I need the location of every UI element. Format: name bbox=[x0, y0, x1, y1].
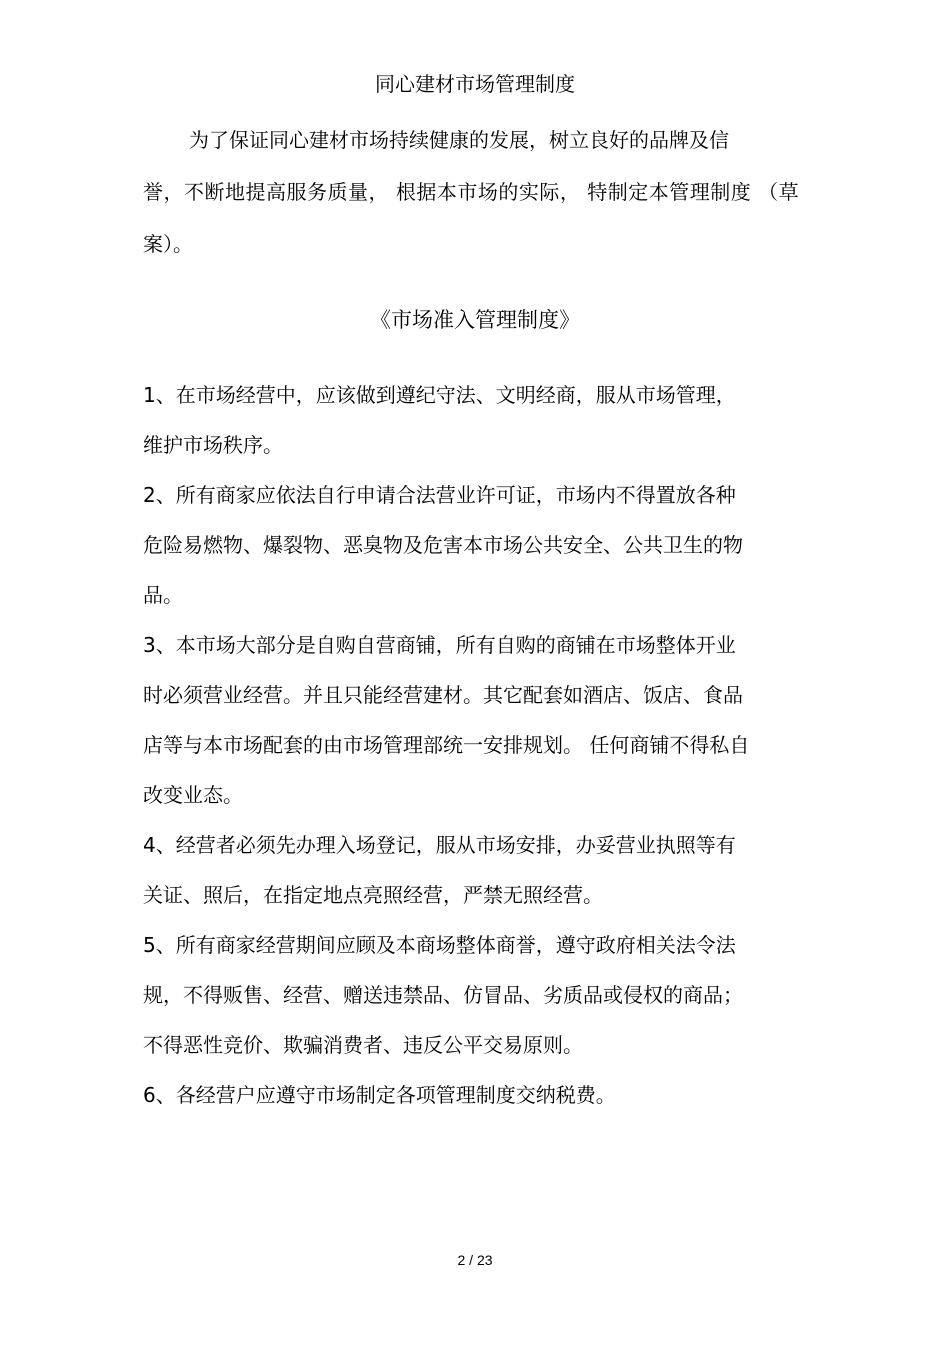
rule-item-3 bbox=[143, 631, 823, 831]
rule-item-5 bbox=[143, 931, 823, 1081]
rule-line: 3、本市场大部分是自购自营商铺，所有自购的商铺在市场整体开业 bbox=[143, 633, 736, 657]
rule-line: 5、所有商家经营期间应顾及本商场整体商誉，遵守政府相关法令法 bbox=[143, 933, 736, 957]
rule-item-2 bbox=[143, 481, 823, 631]
rule-item-1 bbox=[143, 381, 823, 481]
page-number: 2 / 23 bbox=[457, 1252, 493, 1268]
rule-line: 时必须营业经营。并且只能经营建材。其它配套如酒店、饭店、食品 bbox=[143, 683, 743, 707]
rule-line: 店等与本市场配套的由市场管理部统一安排规划。 任何商铺不得私自 bbox=[143, 733, 750, 757]
intro-paragraph bbox=[143, 126, 823, 282]
document-title: 同心建材市场管理制度 bbox=[375, 72, 575, 96]
rule-line: 品。 bbox=[143, 583, 183, 607]
rule-line: 关证、照后，在指定地点亮照经营，严禁无照经营。 bbox=[143, 883, 603, 907]
rule-line: 不得恶性竞价、欺骗消费者、违反公平交易原则。 bbox=[143, 1033, 583, 1057]
rule-line: 2、所有商家应依法自行申请合法营业许可证，市场内不得置放各种 bbox=[143, 483, 736, 507]
rule-item-4 bbox=[143, 831, 823, 931]
rules-list bbox=[143, 381, 823, 1131]
rule-line: 危险易燃物、爆裂物、恶臭物及危害本市场公共安全、公共卫生的物 bbox=[143, 533, 743, 557]
rule-line: 改变业态。 bbox=[143, 783, 243, 807]
rule-line: 6、各经营户应遵守市场制定各项管理制度交纳税费。 bbox=[143, 1083, 616, 1107]
section-title: 《市场准入管理制度》 bbox=[370, 308, 580, 332]
rule-line: 维护市场秩序。 bbox=[143, 433, 283, 457]
intro-line: 案）。 bbox=[143, 232, 193, 256]
intro-line: 誉，不断地提高服务质量， 根据本市场的实际， 特制定本管理制度 （草 bbox=[143, 180, 800, 204]
rule-line: 1、在市场经营中，应该做到遵纪守法、文明经商，服从市场管理， bbox=[143, 383, 736, 407]
intro-line: 为了保证同心建材市场持续健康的发展，树立良好的品牌及信 bbox=[189, 128, 729, 152]
rule-line: 4、经营者必须先办理入场登记，服从市场安排，办妥营业执照等有 bbox=[143, 833, 736, 857]
rule-item-6 bbox=[143, 1081, 823, 1131]
rule-line: 规，不得贩售、经营、赠送违禁品、仿冒品、劣质品或侵权的商品； bbox=[143, 983, 743, 1007]
